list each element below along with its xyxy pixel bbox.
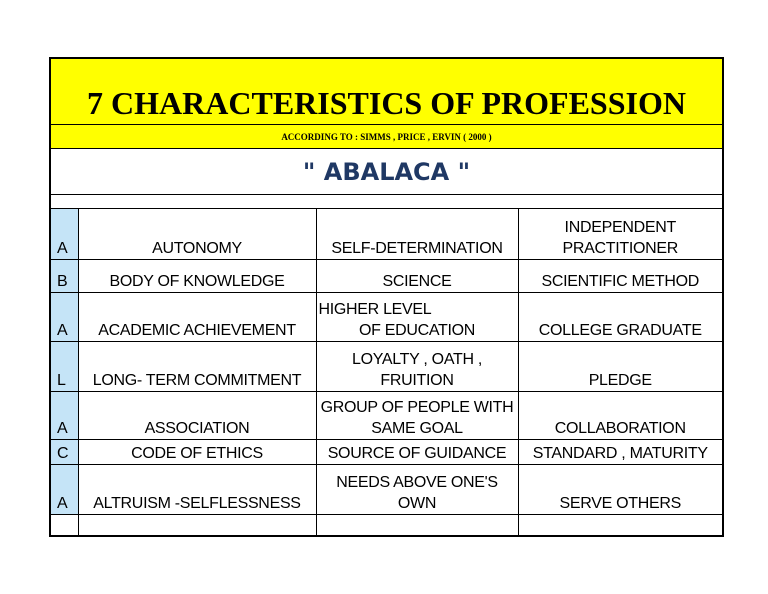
meaning-cell bbox=[316, 292, 518, 341]
empty-cell bbox=[518, 514, 722, 535]
example-line: INDEPENDENT bbox=[564, 218, 676, 236]
characteristics-table bbox=[51, 209, 722, 535]
characteristic-cell: ACADEMIC ACHIEVEMENT bbox=[78, 292, 316, 341]
example-cell bbox=[518, 209, 722, 259]
table-row-empty bbox=[51, 514, 722, 535]
meaning-cell bbox=[316, 464, 518, 514]
example-line: COLLABORATION bbox=[554, 419, 686, 437]
example-cell bbox=[518, 292, 722, 341]
table-row bbox=[51, 391, 722, 439]
meaning-line: SCIENCE bbox=[382, 272, 452, 290]
example-cell bbox=[518, 439, 722, 464]
characteristic-cell: CODE OF ETHICS bbox=[78, 439, 316, 464]
empty-cell bbox=[78, 514, 316, 535]
row-letter: A bbox=[51, 209, 78, 259]
table-row bbox=[51, 464, 722, 514]
row-letter: B bbox=[51, 259, 78, 292]
row-letter: L bbox=[51, 341, 78, 391]
meaning-cell bbox=[316, 439, 518, 464]
example-cell bbox=[518, 259, 722, 292]
table-row bbox=[51, 292, 722, 341]
characteristics-sheet bbox=[49, 57, 724, 537]
example-cell bbox=[518, 464, 722, 514]
example-line: SERVE OTHERS bbox=[559, 494, 681, 512]
example-line: PLEDGE bbox=[588, 371, 652, 389]
spacer-row bbox=[51, 195, 722, 209]
meaning-cell bbox=[316, 259, 518, 292]
meaning-line: GROUP OF PEOPLE WITH bbox=[320, 398, 514, 416]
table-row bbox=[51, 259, 722, 292]
table-row bbox=[51, 209, 722, 259]
meaning-line: SELF-DETERMINATION bbox=[331, 239, 503, 257]
meaning-cell bbox=[316, 209, 518, 259]
characteristic-cell: LONG- TERM COMMITMENT bbox=[78, 341, 316, 391]
row-letter: C bbox=[51, 439, 78, 464]
characteristic-cell: ASSOCIATION bbox=[78, 391, 316, 439]
meaning-line: FRUITION bbox=[380, 371, 454, 389]
empty-cell bbox=[51, 514, 78, 535]
example-line: COLLEGE GRADUATE bbox=[538, 321, 702, 339]
page-subtitle: ACCORDING TO : SIMMS , PRICE , ERVIN ( 2000 ) bbox=[51, 125, 722, 149]
example-line: STANDARD , MATURITY bbox=[532, 444, 708, 462]
meaning-line: HIGHER LEVEL bbox=[318, 300, 432, 318]
example-cell bbox=[518, 391, 722, 439]
empty-cell bbox=[316, 514, 518, 535]
example-line: SCIENTIFIC METHOD bbox=[541, 272, 700, 290]
meaning-cell bbox=[316, 391, 518, 439]
example-line: PRACTITIONER bbox=[562, 239, 679, 257]
characteristic-cell: ALTRUISM -SELFLESSNESS bbox=[78, 464, 316, 514]
meaning-line: OF EDUCATION bbox=[358, 321, 476, 339]
mnemonic-heading: " ABALACA " bbox=[51, 149, 722, 195]
meaning-line: SOURCE OF GUIDANCE bbox=[327, 444, 507, 462]
meaning-line: SAME GOAL bbox=[371, 419, 463, 437]
row-letter: A bbox=[51, 292, 78, 341]
page-title: 7 CHARACTERISTICS OF PROFESSION bbox=[51, 59, 722, 125]
meaning-cell bbox=[316, 341, 518, 391]
row-letter: A bbox=[51, 464, 78, 514]
table-row bbox=[51, 341, 722, 391]
meaning-line: OWN bbox=[397, 494, 437, 512]
meaning-line: LOYALTY , OATH , bbox=[351, 350, 483, 368]
row-letter: A bbox=[51, 391, 78, 439]
characteristic-cell: AUTONOMY bbox=[78, 209, 316, 259]
example-cell bbox=[518, 341, 722, 391]
table-row bbox=[51, 439, 722, 464]
meaning-line: NEEDS ABOVE ONE'S bbox=[336, 473, 498, 491]
characteristic-cell: BODY OF KNOWLEDGE bbox=[78, 259, 316, 292]
